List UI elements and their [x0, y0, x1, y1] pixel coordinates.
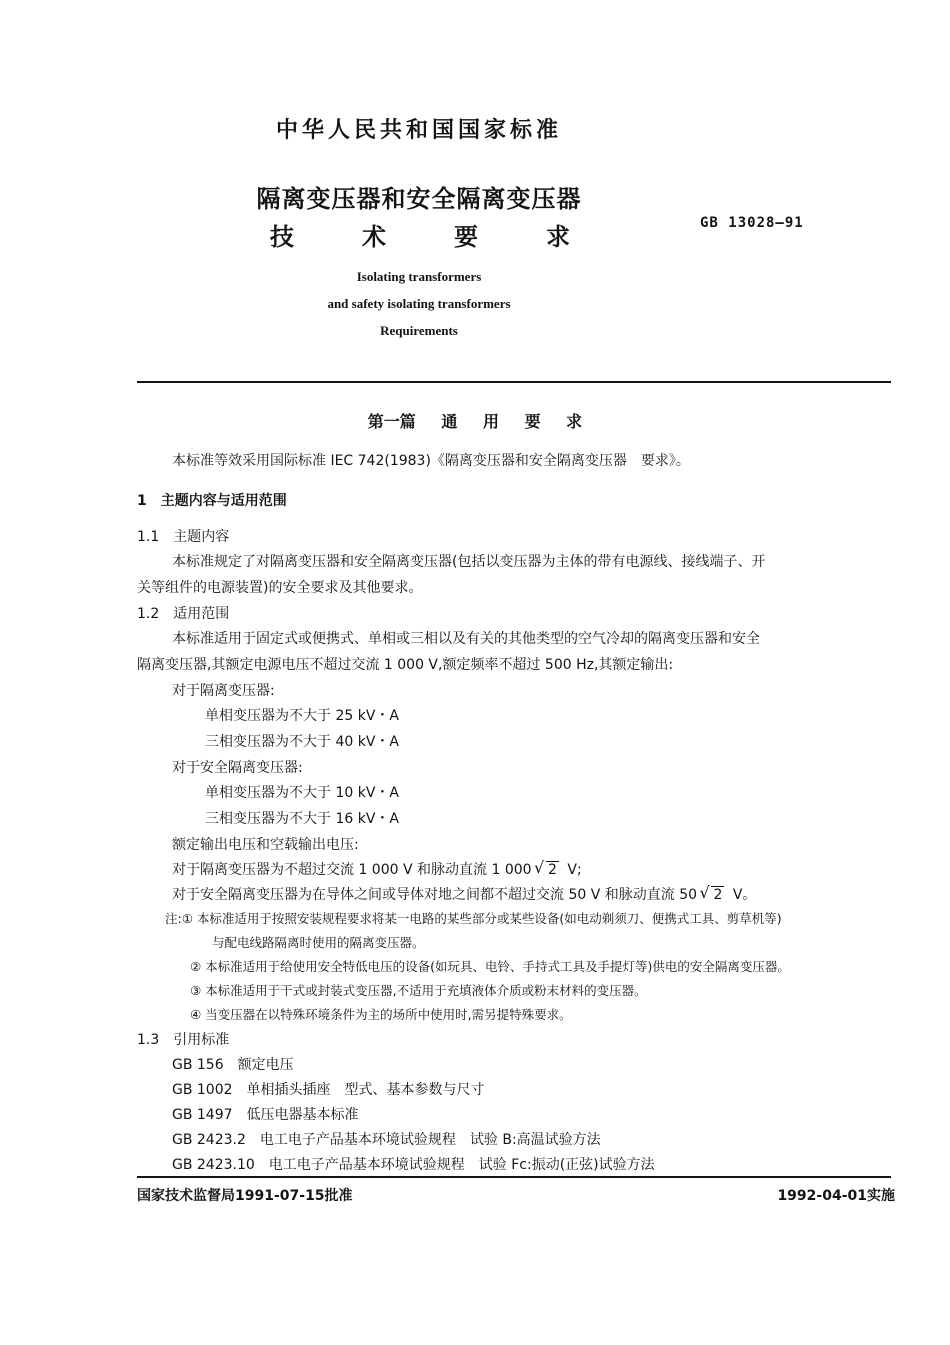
voltage-text: V。 [728, 887, 757, 903]
voltage-text: V; [562, 862, 582, 878]
part-title-seg: 第一篇 [367, 412, 416, 431]
title-char: 技 [270, 223, 294, 251]
reference-item: GB 1002 单相插头插座 型式、基本参数与尺寸 [172, 1082, 485, 1098]
rated-voltage-label: 额定输出电压和空载输出电压: [172, 837, 359, 853]
part-title [0, 409, 950, 432]
standard-type: 中华人民共和国国家标准 [275, 118, 562, 143]
section-1-1-heading: 1.1 主题内容 [137, 529, 230, 545]
paragraph-line: 本标准规定了对隔离变压器和安全隔离变压器(包括以变压器为主体的带有电源线、接线端子、开 [172, 554, 766, 570]
title-en-line3: Requirements [380, 323, 458, 338]
part-title-seg: 用 [482, 412, 499, 431]
implementation-date: 1992-04-01实施 [777, 1188, 895, 1204]
standard-code: GB 13028—91 [700, 215, 804, 231]
safety-three-phase: 三相变压器为不大于 16 kV・A [205, 811, 399, 827]
note-3: ③ 本标准适用于干式或封装式变压器,不适用于充填液体介质或粉末材料的变压器。 [190, 983, 647, 998]
sqrt-radicand: 2 [713, 887, 723, 903]
note-1: 注:① 本标准适用于按照安装规程要求将某一电路的某些部分或某些设备(如电动剃须刀、便携式工具、剪草机等) [165, 911, 782, 926]
approval-date: 国家技术监督局1991-07-15批准 [137, 1188, 353, 1204]
title-en-line2: and safety isolating transformers [327, 296, 511, 311]
note-2: ② 本标准适用于给使用安全特低电压的设备(如玩具、电铃、手持式工具及手提灯等)供电的安全隔离变压器。 [190, 959, 790, 974]
part-title-seg: 通 [441, 412, 458, 431]
bottom-divider [137, 1176, 891, 1178]
sqrt-radicand: 2 [548, 862, 557, 878]
title-char: 术 [362, 223, 386, 251]
title-en-line1: Isolating transformers [356, 269, 482, 284]
section-1-heading: 1 主题内容与适用范围 [137, 493, 287, 509]
isolating-voltage-line [172, 860, 582, 880]
safety-label: 对于安全隔离变压器: [172, 760, 303, 776]
reference-item: GB 156 额定电压 [172, 1057, 294, 1073]
title-cn-line1: 隔离变压器和安全隔离变压器 [256, 185, 582, 213]
reference-item: GB 2423.2 电工电子产品基本环境试验规程 试验 B:高温试验方法 [172, 1132, 601, 1148]
section-1-2-heading: 1.2 适用范围 [137, 606, 230, 622]
voltage-text: 对于隔离变压器为不超过交流 1 000 V 和脉动直流 1 000 [172, 862, 536, 878]
safety-single-phase: 单相变压器为不大于 10 kV・A [205, 785, 399, 801]
sqrt-symbol [701, 885, 724, 905]
voltage-text: 对于安全隔离变压器为在导体之间或导体对地之间都不超过交流 50 V 和脉动直流 50 [172, 887, 702, 903]
top-divider [137, 381, 891, 383]
intro-paragraph: 本标准等效采用国际标准 IEC 742(1983)《隔离变压器和安全隔离变压器 要求》。 [172, 453, 690, 469]
section-1-3-heading: 1.3 引用标准 [137, 1032, 230, 1048]
note-4: ④ 当变压器在以特殊环境条件为主的场所中使用时,需另提特殊要求。 [190, 1007, 572, 1022]
reference-item: GB 1497 低压电器基本标准 [172, 1107, 359, 1123]
part-title-seg: 要 [524, 412, 541, 431]
isolating-single-phase: 单相变压器为不大于 25 kV・A [205, 708, 399, 724]
note-1-cont: 与配电线路隔离时使用的隔离变压器。 [212, 935, 425, 950]
isolating-label: 对于隔离变压器: [172, 683, 275, 699]
paragraph-line: 隔离变压器,其额定电源电压不超过交流 1 000 V,额定频率不超过 500 Hz,其额定输出: [137, 657, 674, 673]
title-char: 要 [454, 223, 478, 251]
paragraph-line: 关等组件的电源装置)的安全要求及其他要求。 [137, 580, 423, 596]
title-cn-line2 [270, 217, 570, 252]
reference-item: GB 2423.10 电工电子产品基本环境试验规程 试验 Fc:振动(正弦)试验方法 [172, 1157, 655, 1173]
paragraph-line: 本标准适用于固定式或便携式、单相或三相以及有关的其他类型的空气冷却的隔离变压器和安全 [172, 631, 760, 647]
title-char: 求 [546, 223, 570, 251]
part-title-seg: 求 [566, 412, 583, 431]
safety-voltage-line [172, 885, 756, 905]
isolating-three-phase: 三相变压器为不大于 40 kV・A [205, 734, 399, 750]
sqrt-symbol [536, 860, 559, 880]
